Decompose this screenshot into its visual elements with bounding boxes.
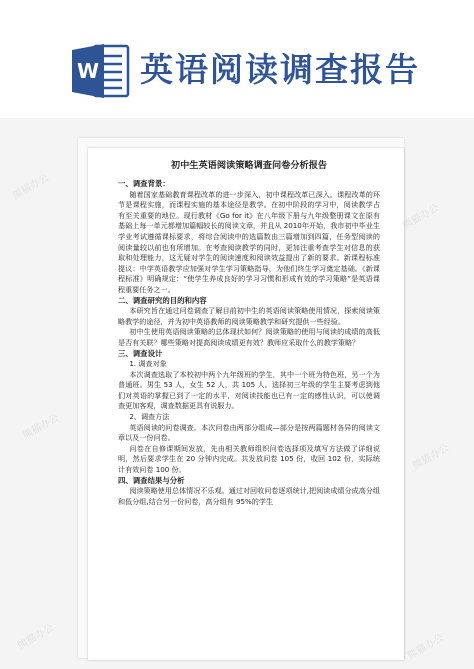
- subheading: 2、调查方法: [129, 412, 170, 422]
- section-heading: 四、调查结果与分析: [118, 475, 185, 485]
- document-body: [118, 157, 380, 507]
- paragraph: 初中生使用英语阅读策略的总体现状如何？阅读策略的使用与阅读的成绩的高低是否有关联？哪些策略对提高阅读成绩更有效？教师应采取什么的教学策略？: [118, 327, 380, 347]
- subheading: 1. 调查对象: [129, 359, 167, 369]
- paragraph: 随着国家基础教育课程改革的进一步深入，初中课程改革已深入。课程改革的环节是课程实施，而课程实施的基本途径是教学。在初中阶段的学习中，阅读教学占有至关重要的地位。现行教材《Go for it》在八年级下册与九年级整册课文在原有基础上每一单元都增加篇幅较长的阅读文章，并且从 2010年开始，我市初中毕业生学业考试遵循课标要求，将综合阅读中的选篇数由三篇增加到四篇，任务型阅读的阅读量较以前也有所增加。在考查阅读教学的同时，更加注重考查学生对信息的获取和处理能力，这无疑对学生的阅读速度和阅读效益提出了新的要求。新课程标准提议：中学英语教学应加强对学生学习策略指导，为他们终生学习奠定基础。《新课程标准》明确规定：“使学生养成良好的学习习惯和形成有效的学习策略”是英语课程重要任务之一。: [118, 189, 380, 294]
- word-doc-icon: [70, 40, 132, 102]
- banner: [0, 0, 474, 118]
- section-heading: 三、调查设计: [118, 348, 163, 358]
- watermark-text: 熊猫办公: [400, 202, 442, 232]
- watermark-text: 熊猫办公: [410, 442, 452, 472]
- paragraph: 英语阅读的问卷调查。本次问卷由两部分组成—部分是按两篇题材各异的阅读文章以及一份问卷。: [118, 422, 380, 443]
- section-heading: 二、调查研究的目的和内容: [118, 295, 207, 305]
- paragraph: 本研究旨在通过问卷调查了解目前初中生的英语阅读策略使用情况，探索阅读策略教学的途径，并为初中英语教师的阅读策略教学和研究提供一些经验。: [118, 306, 380, 326]
- banner-title: 英语阅读调查报告: [140, 50, 420, 89]
- svg-text:W: W: [76, 59, 100, 83]
- document-title: 初中生英语阅读策略调查问卷分析报告: [170, 160, 328, 171]
- watermark-text: 熊猫办公: [10, 172, 52, 202]
- watermark-text: 熊猫办公: [405, 632, 447, 662]
- watermark-text: 熊猫办公: [20, 412, 62, 442]
- paragraph: 问卷在自修课期间发放，先由相关教师组织问卷选择项及填写方法做了详细说明，然后要求学生在 20 分钟内完成。共发放问卷 105 份，收回 102 份，实际统计有效问卷 100 份。: [118, 443, 380, 475]
- paragraph: 阅读策略使用总体情况不乐观。通过对回收问卷逐项统计,把阅读成绩分成高分组和低分组,结合另一份问卷，高分组有 95%的学生: [118, 486, 380, 506]
- watermark-text: 熊猫办公: [15, 622, 57, 652]
- section-heading: 一、调查背景：: [118, 179, 170, 188]
- paragraph: 本次调查选取了本校初中两个九年级班的学生，其中一个班为特色班，另一个为普通班。男生 53 人，女生 52 人，共 105 人。选择初三年级的学生主要考虑到他们对英语的掌握已到了一定的水平，对阅读技能也已有一定的感性认识，可以使调查更加客观，调查数据更具有说服力。: [118, 369, 380, 411]
